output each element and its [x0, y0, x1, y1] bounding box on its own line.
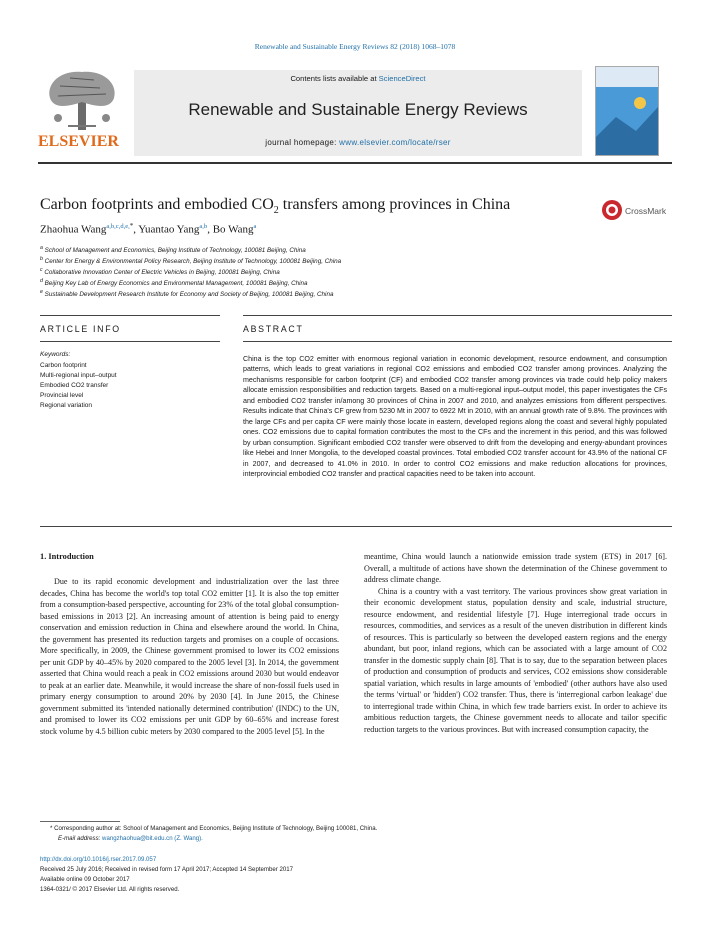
abstract-rule [243, 341, 672, 342]
author-name[interactable]: Bo Wang [212, 223, 254, 236]
keyword: Carbon footprint [40, 362, 87, 369]
author-name[interactable]: Zhaohua Wang [40, 223, 107, 236]
homepage-prefix: journal homepage: [265, 138, 340, 147]
journal-title: Renewable and Sustainable Energy Reviews [188, 100, 528, 119]
affiliation-mark: b [40, 256, 43, 262]
abstract-heading: ABSTRACT [243, 324, 304, 334]
cover-header [596, 67, 658, 87]
body-column-left [40, 576, 339, 737]
body-column-right [364, 551, 667, 735]
corresponding-star[interactable]: * [129, 222, 134, 230]
masthead-rule [38, 162, 672, 164]
received-dates: Received 25 July 2016; Received in revised form 17 April 2017; Accepted 14 September 2017 [40, 866, 294, 873]
body-paragraph: China is a country with a vast territory. The various provinces show great variation in their economic development status, population density and scale, industrial structure, resource endowment, and residential lifestyle [7]. Huge interregional trade occurs in resources, commodities, and services as a result of the uneven distribution in different kinds of resources. This is particularly so between the developed eastern regions and the energy abundant, but poor, inland regions, which can be associated with a large amount of CO2 transfer in the domestic supply chain [8]. That is to say, due to the separation between places of production and consumption of products and services, CO2 emissions show considerable spatial variation, which results in large amounts of 'embodied' (other authors have also used the terms 'virtual' or 'hidden') CO2 transfer. Thus, there is 'interregional carbon leakage' due to interregional trade within China, in which few trade barriers exist. In order to achieve its ambitious reduction targets, the Chinese government needs to allocate and tailor specific reduction targets to the various provinces. But with increased consumption capacity, the [364, 586, 667, 734]
body-paragraph: Due to its rapid economic development and industrialization over the last three decades, China has become the world's top total CO2 emitter [1]. It is also the top emitter from a consumption-based perspective, accounting for 23% of the total global consumption-based emissions in 2013 [2]. An increasing amount of attention is being paid to energy conservation and emission reduction in China and elsewhere around the world. In China, the government has presented its reduction targets and promises on a couple of occasions. More specifically, in 2009, the Chinese government promised to lower its CO2 emissions per unit GDP by 40–45% by 2020 compared to the 2005 level [3]. In 2014, the government asserted that China would reach a peak in CO2 emissions around 2030 but would endeavor to peak at an earlier date. Meanwhile, it would increase the share of non-fossil fuels used in primary energy consumption to around 20% by 2030 [4]. In June 2015, the Chinese government submitted its 'intended nationally determined contribution' (INDC) to the UN, and promised to lower its CO2 emissions per unit GDP by 60–65% and increase forest stock volume by 4.5 billion cubic meters by 2030 compared to the 2005 level [5]. In the [40, 577, 339, 736]
running-head[interactable]: Renewable and Sustainable Energy Reviews 82 (2018) 1068–1078 [254, 42, 456, 51]
abstract-bottom-rule [40, 526, 672, 527]
author-affil-marks[interactable]: a,b [199, 223, 208, 230]
keyword: Multi-regional input–output [40, 372, 117, 379]
footnote-rule [40, 821, 120, 822]
author-affil-marks[interactable]: a,b,c,d,e, [106, 223, 130, 230]
email-link[interactable]: wangzhaohua@bit.edu.cn (Z. Wang). [102, 835, 203, 842]
abstract-rule [243, 315, 672, 316]
keywords-label: Keywords: [40, 351, 71, 358]
journal-cover-thumbnail[interactable] [595, 66, 659, 156]
affiliation-text: Beijing Key Lab of Energy Economics and Environmental Management, 100081 Beijing, China [44, 280, 308, 288]
crossmark-label: CrossMark [625, 206, 667, 216]
sciencedirect-link[interactable]: ScienceDirect [378, 74, 426, 83]
affiliation-mark: a [40, 245, 43, 251]
affiliation-text: Center for Energy & Environmental Policy Research, Beijing Institute of Technology, 100081 Beijing, China [44, 258, 342, 266]
crossmark-badge[interactable] [600, 197, 672, 225]
elsevier-tree-logo [40, 66, 124, 132]
journal-homepage [134, 138, 582, 147]
article-info-heading: ARTICLE INFO [40, 324, 121, 334]
affiliation-mark: c [40, 267, 43, 273]
affiliation [40, 256, 341, 265]
author-list: Zhaohua Wang$^{a,b,c,d,e,*}$, Yuantao Yang$^{a,b}$, Bo Wang$^a$ [40, 222, 257, 236]
title-part: transfers among provinces in China [278, 196, 511, 213]
affiliation [40, 289, 333, 298]
affiliation [40, 278, 308, 287]
keyword: Regional variation [40, 402, 93, 409]
title-part: Carbon footprints and embodied CO [40, 196, 274, 213]
author-name[interactable]: Yuantao Yang [138, 223, 200, 236]
doi-text[interactable]: http://dx.doi.org/10.1016/j.rser.2017.09.057 [40, 856, 157, 863]
affiliation-text: School of Management and Economics, Beijing Institute of Technology, 100081 Beijing, China [44, 247, 306, 255]
contents-line [134, 74, 582, 83]
article-info-rule [40, 341, 220, 342]
paper-title [40, 196, 510, 216]
affiliation-mark: e [40, 289, 43, 295]
keyword: Embodied CO2 transfer [40, 382, 109, 389]
corresponding-author-note: * Corresponding author at: School of Management and Economics, Beijing Institute of Technology, Beijing 100081, China. [50, 825, 378, 832]
copyright-line: 1364-0321/ © 2017 Elsevier Ltd. All rights reserved. [40, 886, 180, 893]
title-subscript: 2 [273, 205, 279, 217]
contents-prefix: Contents lists available at [290, 74, 379, 83]
affiliation [40, 245, 306, 254]
email-label: E-mail address: [58, 835, 101, 842]
affiliation [40, 267, 280, 276]
affiliation-text: Sustainable Development Research Institute for Economy and Society of Beijing, 100081 Beijing, China [44, 291, 334, 299]
doi-link[interactable] [40, 856, 156, 863]
keyword: Provincial level [40, 392, 84, 399]
email-line [58, 835, 203, 842]
body-paragraph: meantime, China would launch a nationwide emission trade system (ETS) in 2017 [6]. Overall, a multitude of actions have shown the determination of the Chinese government to address climate change. [364, 552, 667, 584]
author-affil-marks[interactable]: a [253, 223, 257, 230]
section-heading-introduction: 1. Introduction [40, 552, 94, 561]
article-info-rule [40, 315, 220, 316]
affiliation-text: Collaborative Innovation Center of Electric Vehicles in Beijing, 100081 Beijing, China [44, 269, 280, 277]
affiliation-mark: d [40, 278, 43, 284]
cover-image [596, 87, 658, 155]
homepage-link[interactable]: www.elsevier.com/locate/rser [339, 138, 451, 147]
publisher-logo-text: ELSEVIER [38, 133, 119, 150]
abstract-text: China is the top CO2 emitter with enormous regional variation in economic development, resource endowment, and consumption patterns, which leads to great variations in regional CO2 emissions and embodied CO2 transfer among provinces. Analyzing the mechanisms responsible for carbon footprint (CF) and embodied CO2 transfer among provinces via trade could help policy makers allocate emission responsibilities and reduction targets. Based on a multi-regional input–output model, this paper investigates the CFs and embodied CO2 transfer in/among 30 provinces of China in 2007 and 2010, and analyzes emissions from different perspectives. Results indicate that China's CF grew from 5230 Mt in 2007 to 6922 Mt in 2010, with an annual growth rate of 9.8%. The provinces with the large CFs and per capita CF were mainly those locate in eastern, developed regions along the coast and several highly populated ones. CO2 emissions due to capital formation contributes the most to the CFs and the increment in this period, and this was followed by urban consumption. Significant embodied CO2 transfer were observed to drift from the developing and energy-abundant provinces like Hebei and Inner Mongolia, to the developed coastal provinces. Total embodied CO2 transfer account for 43.9% of the national CF in 2007, and decreased to 41.0% in 2010. In order to control CO2 emissions and make reduction allocations for provinces, interprovincial embodied CO2 transfer and practical capacities need to be taken into account. [243, 355, 667, 478]
online-date: Available online 09 October 2017 [40, 876, 130, 883]
